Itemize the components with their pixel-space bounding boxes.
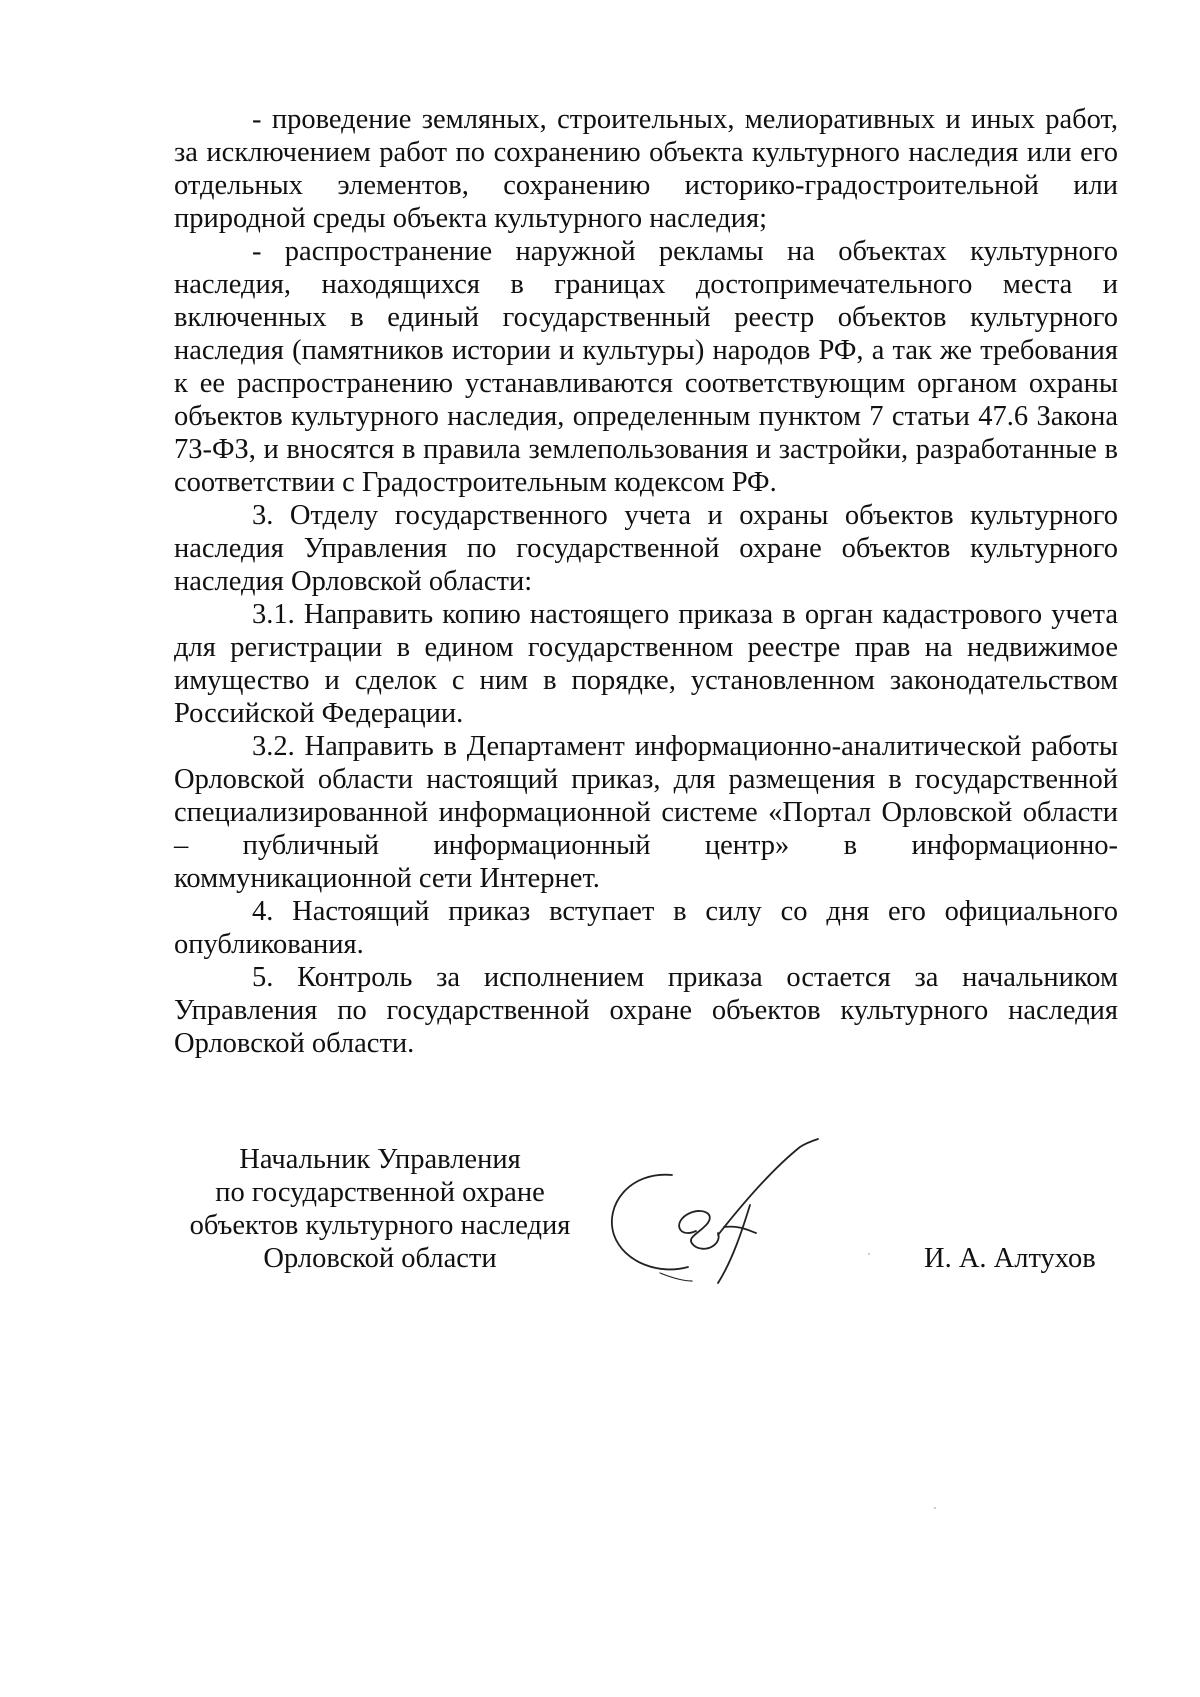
paragraph-advertising: - распространение наружной рекламы на объектах культурного наследия, находящихся в границах достопримечательного места и включенных в единый государственный реестр объектов культурного наследия (памятников истории и культуры) народов РФ, а так же требования к ее распространению устанавливаются соответствующим органом охраны объектов культурного наследия, определенным пунктом 7 статьи 47.6 Закона 73-ФЗ, и вносятся в правила землепользования и застройки, разработанные в соответствии с Градостроительным кодексом РФ. <box>174 236 1118 498</box>
scan-speck <box>934 1507 936 1509</box>
signatory-position-line: объектов культурного наследия <box>189 1210 571 1241</box>
signatory-position-line: по государственной охране <box>215 1177 545 1208</box>
signatory-name: И. А. Алтухов <box>924 1243 1096 1274</box>
document-body <box>174 103 1118 1060</box>
paragraph-item-4: 4. Настоящий приказ вступает в силу со дня его официального опубликования. <box>174 896 1118 960</box>
signatory-position <box>180 1143 580 1275</box>
paragraph-item-5: 5. Контроль за исполнением приказа остается за начальником Управления по государственной охране объектов культурного наследия Орловской области. <box>174 962 1118 1059</box>
paragraph-earthworks: - проведение земляных, строительных, мелиоративных и иных работ, за исключением работ по сохранению объекта культурного наследия или его отдельных элементов, сохранению историко-градостроительной или природной среды объекта культурного наследия; <box>174 104 1118 234</box>
signatory-position-line: Начальник Управления <box>239 1144 521 1175</box>
scan-speck <box>868 1253 870 1255</box>
paragraph-item-3-1: 3.1. Направить копию настоящего приказа в орган кадастрового учета для регистрации в едином государственном реестре прав на недвижимое имущество и сделок с ним в порядке, установленном законодательством Российской Федерации. <box>174 599 1118 729</box>
paragraph-item-3-2: 3.2. Направить в Департамент информационно-аналитической работы Орловской области настоящий приказ, для размещения в государственной специализированной информационной системе «Портал Орловской области – публичный информационный центр» в информационно-коммуникационной сети Интернет. <box>174 731 1118 894</box>
paragraph-item-3: 3. Отделу государственного учета и охраны объектов культурного наследия Управления по государственной охране объектов культурного наследия Орловской области: <box>174 500 1118 597</box>
handwritten-signature <box>600 1135 860 1285</box>
signatory-position-line: Орловской области <box>263 1243 497 1274</box>
